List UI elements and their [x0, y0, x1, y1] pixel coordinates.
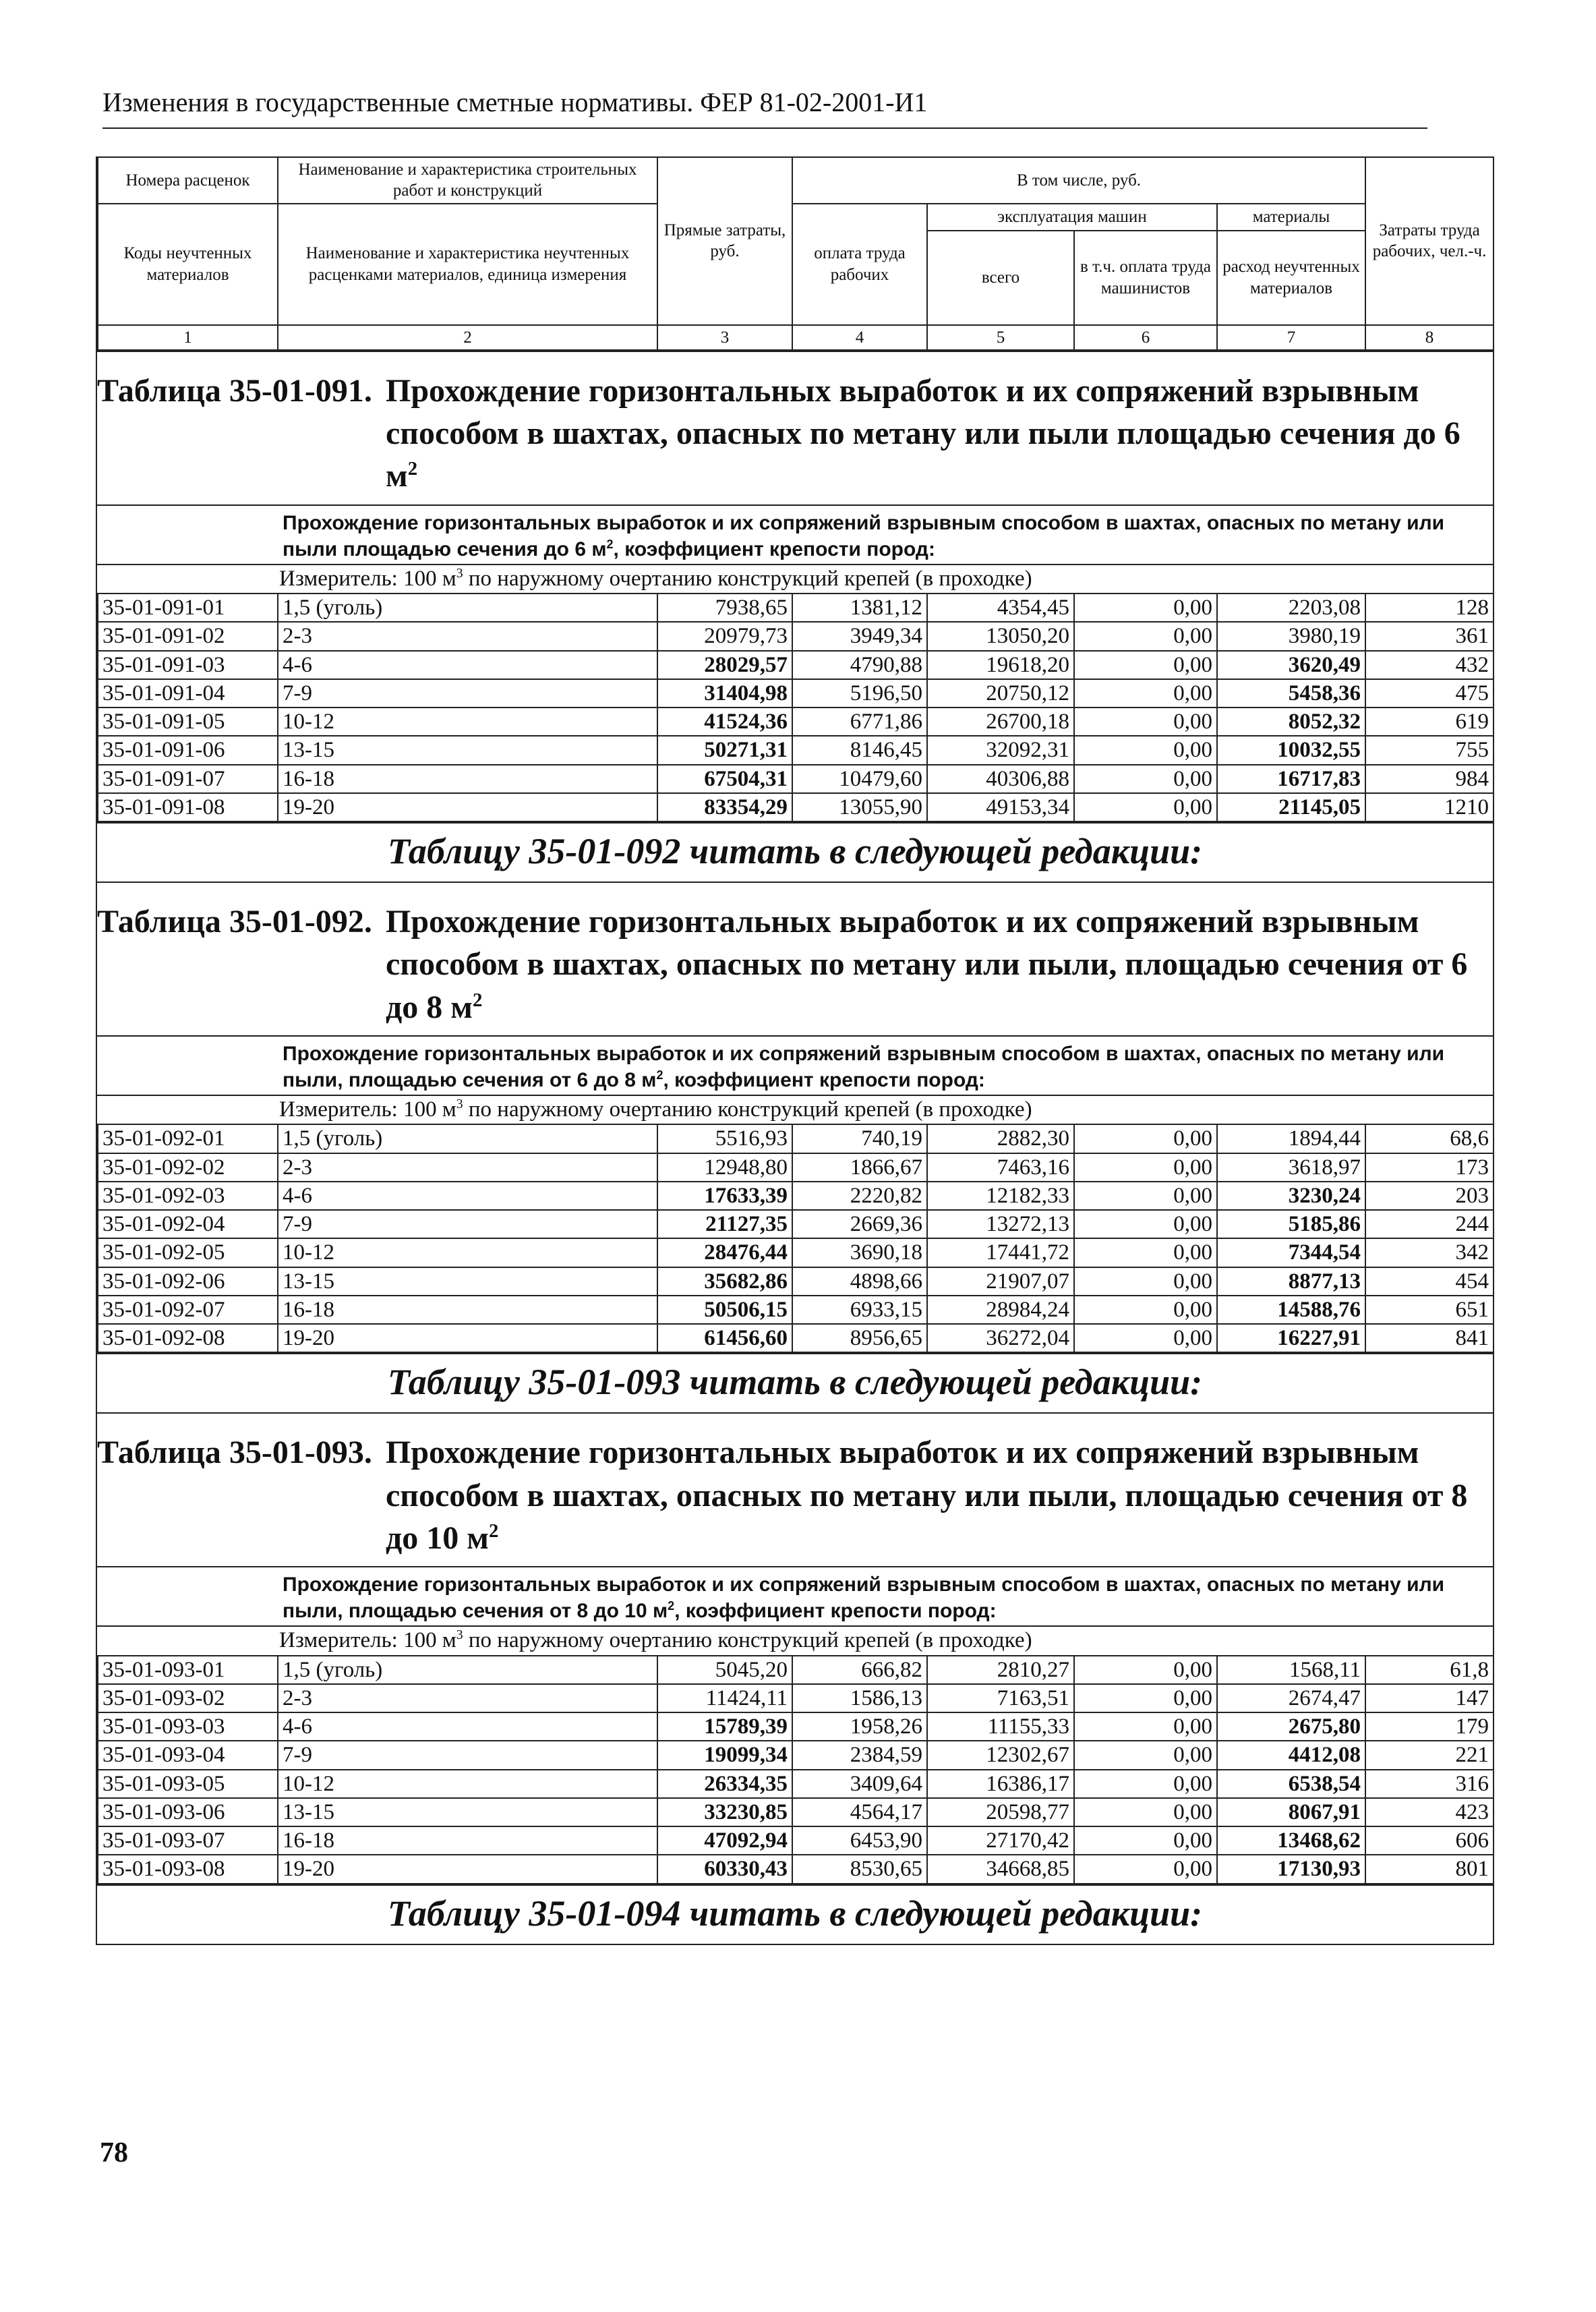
direct-cost-cell: 61456,60 — [657, 1324, 792, 1352]
machinist-pay-cell: 0,00 — [1074, 1153, 1217, 1182]
table-section — [97, 882, 1493, 1412]
worker-pay-cell: 666,82 — [792, 1656, 927, 1684]
column-number-row — [98, 325, 1494, 350]
machinist-pay-cell: 0,00 — [1074, 1826, 1217, 1855]
section-title — [97, 366, 1493, 504]
table-row — [98, 1798, 1494, 1826]
redaction-note: Таблицу 35-01-092 читать в следующей редакции: — [97, 822, 1493, 882]
worker-pay-cell: 1958,26 — [792, 1712, 927, 1741]
rate-code-cell: 35-01-092-06 — [98, 1267, 278, 1296]
worker-pay-cell: 2669,36 — [792, 1210, 927, 1238]
table-row — [98, 736, 1494, 764]
table-number: Таблица 35-01-093. — [97, 1435, 372, 1471]
labor-hours-cell: 755 — [1365, 736, 1494, 764]
machine-cost-cell: 20598,77 — [927, 1798, 1074, 1826]
labor-hours-cell: 203 — [1365, 1182, 1494, 1210]
section-spacer — [97, 1414, 1493, 1427]
machinist-pay-cell: 0,00 — [1074, 1855, 1217, 1883]
col-header-labor-hours: Затраты труда рабочих, чел.-ч. — [1365, 157, 1494, 325]
machine-cost-cell: 19618,20 — [927, 651, 1074, 679]
rate-code-cell: 35-01-092-08 — [98, 1324, 278, 1352]
direct-cost-cell: 12948,80 — [657, 1153, 792, 1182]
machine-cost-cell: 12182,33 — [927, 1182, 1074, 1210]
worker-pay-cell: 3949,34 — [792, 622, 927, 650]
rate-code-cell: 35-01-091-08 — [98, 793, 278, 821]
table-title — [386, 1431, 1489, 1559]
material-cost-cell: 14588,76 — [1217, 1296, 1365, 1324]
direct-cost-cell: 33230,85 — [657, 1798, 792, 1826]
description-end: , коэффициент крепости пород: — [674, 1600, 997, 1623]
labor-hours-cell: 221 — [1365, 1741, 1494, 1769]
description-end: , коэффициент крепости пород: — [613, 538, 935, 560]
material-cost-cell: 7344,54 — [1217, 1238, 1365, 1267]
rate-code-cell: 35-01-092-03 — [98, 1182, 278, 1210]
material-cost-cell: 10032,55 — [1217, 736, 1365, 764]
material-cost-cell: 2675,80 — [1217, 1712, 1365, 1741]
table-description — [97, 504, 1493, 564]
table-row — [98, 1267, 1494, 1296]
labor-hours-cell: 475 — [1365, 679, 1494, 707]
unit-prefix: Измеритель: 100 м — [279, 1628, 456, 1653]
worker-pay-cell: 1866,67 — [792, 1153, 927, 1182]
work-class-cell: 16-18 — [278, 1826, 657, 1855]
labor-hours-cell: 316 — [1365, 1770, 1494, 1798]
rate-code-cell: 35-01-093-04 — [98, 1741, 278, 1769]
description-superscript: 2 — [656, 1068, 663, 1082]
col-header-machinist-pay: в т.ч. оплата труда машинистов — [1074, 231, 1217, 325]
rate-code-cell: 35-01-091-04 — [98, 679, 278, 707]
material-cost-cell: 4412,08 — [1217, 1741, 1365, 1769]
section-spacer — [97, 352, 1493, 366]
table-row — [98, 622, 1494, 650]
col-header-direct-costs: Прямые затраты, руб. — [657, 157, 792, 325]
worker-pay-cell: 5196,50 — [792, 679, 927, 707]
col-number: 3 — [657, 325, 792, 350]
machine-cost-cell: 7163,51 — [927, 1684, 1074, 1712]
table-title-text: Прохождение горизонтальных выработок и их сопряжений взрывным способом в шахтах, опасных по метану или пыли площадью сечения до 6 м — [386, 372, 1460, 494]
worker-pay-cell: 2220,82 — [792, 1182, 927, 1210]
rate-code-cell: 35-01-093-05 — [98, 1770, 278, 1798]
direct-cost-cell: 83354,29 — [657, 793, 792, 821]
worker-pay-cell: 3690,18 — [792, 1238, 927, 1267]
direct-cost-cell: 47092,94 — [657, 1826, 792, 1855]
col-number: 7 — [1217, 325, 1365, 350]
work-class-cell: 7-9 — [278, 1210, 657, 1238]
labor-hours-cell: 173 — [1365, 1153, 1494, 1182]
work-class-cell: 1,5 (уголь) — [278, 594, 657, 622]
rate-code-cell: 35-01-093-07 — [98, 1826, 278, 1855]
direct-cost-cell: 5516,93 — [657, 1124, 792, 1153]
labor-hours-cell: 606 — [1365, 1826, 1494, 1855]
table-row — [98, 1826, 1494, 1855]
machine-cost-cell: 26700,18 — [927, 707, 1074, 736]
machine-cost-cell: 17441,72 — [927, 1238, 1074, 1267]
description-superscript: 2 — [606, 537, 614, 551]
table-title — [386, 900, 1489, 1029]
col-header-material-codes: Коды неучтенных материалов — [98, 204, 278, 325]
machine-cost-cell: 12302,67 — [927, 1741, 1074, 1769]
direct-cost-cell: 7938,65 — [657, 594, 792, 622]
material-cost-cell: 6538,54 — [1217, 1770, 1365, 1798]
col-header-materials: материалы — [1217, 204, 1365, 231]
rate-code-cell: 35-01-092-04 — [98, 1210, 278, 1238]
running-header: Изменения в государственные сметные нормативы. ФЕР 81-02-2001-И1 — [102, 86, 1427, 129]
description-superscript: 2 — [668, 1599, 675, 1613]
direct-cost-cell: 60330,43 — [657, 1855, 792, 1883]
material-cost-cell: 8877,13 — [1217, 1267, 1365, 1296]
work-class-cell: 2-3 — [278, 1153, 657, 1182]
table-row — [98, 1210, 1494, 1238]
labor-hours-cell: 68,6 — [1365, 1124, 1494, 1153]
machinist-pay-cell: 0,00 — [1074, 1798, 1217, 1826]
material-cost-cell: 3230,24 — [1217, 1182, 1365, 1210]
material-cost-cell: 8067,91 — [1217, 1798, 1365, 1826]
machine-cost-cell: 28984,24 — [927, 1296, 1074, 1324]
machinist-pay-cell: 0,00 — [1074, 736, 1217, 764]
unit-of-measure — [97, 1095, 1493, 1124]
work-class-cell: 4-6 — [278, 651, 657, 679]
machinist-pay-cell: 0,00 — [1074, 1656, 1217, 1684]
material-cost-cell: 8052,32 — [1217, 707, 1365, 736]
machinist-pay-cell: 0,00 — [1074, 594, 1217, 622]
table-row — [98, 1712, 1494, 1741]
machinist-pay-cell: 0,00 — [1074, 1741, 1217, 1769]
labor-hours-cell: 61,8 — [1365, 1656, 1494, 1684]
work-class-cell: 2-3 — [278, 1684, 657, 1712]
title-superscript: 2 — [472, 989, 483, 1011]
table-row — [98, 707, 1494, 736]
column-header-table — [97, 156, 1494, 351]
redaction-note: Таблицу 35-01-093 читать в следующей редакции: — [97, 1353, 1493, 1412]
rate-code-cell: 35-01-091-03 — [98, 651, 278, 679]
material-cost-cell: 17130,93 — [1217, 1855, 1365, 1883]
unit-superscript: 3 — [456, 565, 463, 581]
labor-hours-cell: 841 — [1365, 1324, 1494, 1352]
table-row — [98, 1855, 1494, 1883]
machinist-pay-cell: 0,00 — [1074, 1324, 1217, 1352]
material-cost-cell: 2203,08 — [1217, 594, 1365, 622]
rate-code-cell: 35-01-092-05 — [98, 1238, 278, 1267]
machine-cost-cell: 21907,07 — [927, 1267, 1074, 1296]
machine-cost-cell: 27170,42 — [927, 1826, 1074, 1855]
rates-table — [97, 593, 1494, 822]
machine-cost-cell: 34668,85 — [927, 1855, 1074, 1883]
labor-hours-cell: 342 — [1365, 1238, 1494, 1267]
direct-cost-cell: 11424,11 — [657, 1684, 792, 1712]
col-header-work-name: Наименование и характеристика строительных работ и конструкций — [278, 157, 657, 204]
unit-superscript: 3 — [456, 1627, 463, 1643]
table-row — [98, 679, 1494, 707]
page-number: 78 — [100, 2137, 128, 2168]
unit-suffix: по наружному очертанию конструкций крепей (в проходке) — [463, 1628, 1032, 1653]
table-row — [98, 1182, 1494, 1210]
machine-cost-cell: 13272,13 — [927, 1210, 1074, 1238]
redaction-note: Таблицу 35-01-094 читать в следующей редакции: — [97, 1884, 1493, 1944]
work-class-cell: 1,5 (уголь) — [278, 1656, 657, 1684]
material-cost-cell: 13468,62 — [1217, 1826, 1365, 1855]
description-text: Прохождение горизонтальных выработок и их сопряжений взрывным способом в шахтах, опасных по метану или пыли, площадью сечения от 6 до 8 м — [283, 1043, 1445, 1092]
machine-cost-cell: 2882,30 — [927, 1124, 1074, 1153]
unit-of-measure — [97, 1625, 1493, 1654]
direct-cost-cell: 26334,35 — [657, 1770, 792, 1798]
labor-hours-cell: 361 — [1365, 622, 1494, 650]
rates-table — [97, 1655, 1494, 1884]
direct-cost-cell: 20979,73 — [657, 622, 792, 650]
worker-pay-cell: 8530,65 — [792, 1855, 927, 1883]
table-row — [98, 1324, 1494, 1352]
machinist-pay-cell: 0,00 — [1074, 1267, 1217, 1296]
rate-code-cell: 35-01-093-02 — [98, 1684, 278, 1712]
machinist-pay-cell: 0,00 — [1074, 1182, 1217, 1210]
material-cost-cell: 3618,97 — [1217, 1153, 1365, 1182]
work-class-cell: 16-18 — [278, 765, 657, 793]
direct-cost-cell: 50271,31 — [657, 736, 792, 764]
rate-code-cell: 35-01-091-07 — [98, 765, 278, 793]
worker-pay-cell: 4898,66 — [792, 1267, 927, 1296]
table-number: Таблица 35-01-092. — [97, 904, 372, 940]
direct-cost-cell: 19099,34 — [657, 1741, 792, 1769]
machine-cost-cell: 16386,17 — [927, 1770, 1074, 1798]
table-title — [386, 370, 1489, 498]
direct-cost-cell: 17633,39 — [657, 1182, 792, 1210]
table-section — [97, 351, 1493, 882]
table-row — [98, 594, 1494, 622]
col-header-material-name: Наименование и характеристика неучтенных расценками материалов, единица измерения — [278, 204, 657, 325]
machinist-pay-cell: 0,00 — [1074, 793, 1217, 821]
worker-pay-cell: 3409,64 — [792, 1770, 927, 1798]
work-class-cell: 4-6 — [278, 1182, 657, 1210]
machine-cost-cell: 11155,33 — [927, 1712, 1074, 1741]
material-cost-cell: 5185,86 — [1217, 1210, 1365, 1238]
material-cost-cell: 1894,44 — [1217, 1124, 1365, 1153]
table-row — [98, 1741, 1494, 1769]
col-header-rate-number: Номера расценок — [98, 157, 278, 204]
rate-code-cell: 35-01-093-01 — [98, 1656, 278, 1684]
direct-cost-cell: 21127,35 — [657, 1210, 792, 1238]
machine-cost-cell: 49153,34 — [927, 793, 1074, 821]
machinist-pay-cell: 0,00 — [1074, 679, 1217, 707]
table-row — [98, 1684, 1494, 1712]
work-class-cell: 19-20 — [278, 1855, 657, 1883]
direct-cost-cell: 35682,86 — [657, 1267, 792, 1296]
material-cost-cell: 1568,11 — [1217, 1656, 1365, 1684]
rate-code-cell: 35-01-091-05 — [98, 707, 278, 736]
machinist-pay-cell: 0,00 — [1074, 1124, 1217, 1153]
col-header-group: В том числе, руб. — [792, 157, 1365, 204]
rate-code-cell: 35-01-092-07 — [98, 1296, 278, 1324]
machinist-pay-cell: 0,00 — [1074, 1684, 1217, 1712]
work-class-cell: 2-3 — [278, 622, 657, 650]
machinist-pay-cell: 0,00 — [1074, 1712, 1217, 1741]
work-class-cell: 13-15 — [278, 1267, 657, 1296]
machine-cost-cell: 2810,27 — [927, 1656, 1074, 1684]
table-row — [98, 793, 1494, 821]
table-row — [98, 1238, 1494, 1267]
table-title-text: Прохождение горизонтальных выработок и их сопряжений взрывным способом в шахтах, опасных по метану или пыли, площадью сечения от 6 до 8 м — [386, 904, 1468, 1025]
material-cost-cell: 2674,47 — [1217, 1684, 1365, 1712]
col-number: 4 — [792, 325, 927, 350]
col-number: 1 — [98, 325, 278, 350]
unit-of-measure — [97, 564, 1493, 593]
machinist-pay-cell: 0,00 — [1074, 1770, 1217, 1798]
labor-hours-cell: 432 — [1365, 651, 1494, 679]
material-cost-cell: 16717,83 — [1217, 765, 1365, 793]
work-class-cell: 13-15 — [278, 736, 657, 764]
norms-document — [96, 156, 1494, 1945]
direct-cost-cell: 67504,31 — [657, 765, 792, 793]
col-header-machines: эксплуатация машин — [927, 204, 1217, 231]
rate-code-cell: 35-01-092-01 — [98, 1124, 278, 1153]
machine-cost-cell: 4354,45 — [927, 594, 1074, 622]
work-class-cell: 19-20 — [278, 1324, 657, 1352]
labor-hours-cell: 128 — [1365, 594, 1494, 622]
worker-pay-cell: 13055,90 — [792, 793, 927, 821]
rate-code-cell: 35-01-091-06 — [98, 736, 278, 764]
material-cost-cell: 21145,05 — [1217, 793, 1365, 821]
description-text: Прохождение горизонтальных выработок и их сопряжений взрывным способом в шахтах, опасных по метану или пыли, площадью сечения от 8 до 10 м — [283, 1573, 1445, 1623]
direct-cost-cell: 31404,98 — [657, 679, 792, 707]
labor-hours-cell: 147 — [1365, 1684, 1494, 1712]
unit-suffix: по наружному очертанию конструкций крепей (в проходке) — [463, 1097, 1032, 1122]
material-cost-cell: 3620,49 — [1217, 651, 1365, 679]
machine-cost-cell: 36272,04 — [927, 1324, 1074, 1352]
col-header-worker-pay: оплата труда рабочих — [792, 204, 927, 325]
direct-cost-cell: 5045,20 — [657, 1656, 792, 1684]
worker-pay-cell: 8146,45 — [792, 736, 927, 764]
labor-hours-cell: 1210 — [1365, 793, 1494, 821]
work-class-cell: 10-12 — [278, 707, 657, 736]
machine-cost-cell: 7463,16 — [927, 1153, 1074, 1182]
rate-code-cell: 35-01-092-02 — [98, 1153, 278, 1182]
col-number: 8 — [1365, 325, 1494, 350]
machine-cost-cell: 32092,31 — [927, 736, 1074, 764]
machinist-pay-cell: 0,00 — [1074, 707, 1217, 736]
work-class-cell: 7-9 — [278, 1741, 657, 1769]
table-row — [98, 1296, 1494, 1324]
worker-pay-cell: 8956,65 — [792, 1324, 927, 1352]
unit-superscript: 3 — [456, 1097, 463, 1112]
work-class-cell: 4-6 — [278, 1712, 657, 1741]
rate-code-cell: 35-01-093-06 — [98, 1798, 278, 1826]
machinist-pay-cell: 0,00 — [1074, 1296, 1217, 1324]
work-class-cell: 1,5 (уголь) — [278, 1124, 657, 1153]
machinist-pay-cell: 0,00 — [1074, 1210, 1217, 1238]
direct-cost-cell: 28029,57 — [657, 651, 792, 679]
worker-pay-cell: 6933,15 — [792, 1296, 927, 1324]
material-cost-cell: 3980,19 — [1217, 622, 1365, 650]
worker-pay-cell: 10479,60 — [792, 765, 927, 793]
work-class-cell: 10-12 — [278, 1238, 657, 1267]
unit-suffix: по наружному очертанию конструкций крепей (в проходке) — [463, 566, 1032, 591]
labor-hours-cell: 801 — [1365, 1855, 1494, 1883]
work-class-cell: 10-12 — [278, 1770, 657, 1798]
worker-pay-cell: 1586,13 — [792, 1684, 927, 1712]
direct-cost-cell: 41524,36 — [657, 707, 792, 736]
worker-pay-cell: 4564,17 — [792, 1798, 927, 1826]
machine-cost-cell: 40306,88 — [927, 765, 1074, 793]
table-row — [98, 1153, 1494, 1182]
description-end: , коэффициент крепости пород: — [663, 1069, 985, 1092]
labor-hours-cell: 619 — [1365, 707, 1494, 736]
sections-container — [97, 351, 1493, 1944]
col-number: 5 — [927, 325, 1074, 350]
machinist-pay-cell: 0,00 — [1074, 765, 1217, 793]
table-row — [98, 1124, 1494, 1153]
table-section — [97, 1412, 1493, 1943]
labor-hours-cell: 984 — [1365, 765, 1494, 793]
col-number: 2 — [278, 325, 657, 350]
labor-hours-cell: 244 — [1365, 1210, 1494, 1238]
table-title-text: Прохождение горизонтальных выработок и их сопряжений взрывным способом в шахтах, опасных по метану или пыли, площадью сечения от 8 до 10 м — [386, 1435, 1468, 1557]
machine-cost-cell: 13050,20 — [927, 622, 1074, 650]
title-superscript: 2 — [407, 458, 418, 480]
machinist-pay-cell: 0,00 — [1074, 1238, 1217, 1267]
table-row — [98, 651, 1494, 679]
col-header-machines-total: всего — [927, 231, 1074, 325]
rate-code-cell: 35-01-091-02 — [98, 622, 278, 650]
title-superscript: 2 — [488, 1520, 499, 1542]
machinist-pay-cell: 0,00 — [1074, 622, 1217, 650]
machine-cost-cell: 20750,12 — [927, 679, 1074, 707]
work-class-cell: 16-18 — [278, 1296, 657, 1324]
description-text: Прохождение горизонтальных выработок и их сопряжений взрывным способом в шахтах, опасных по метану или пыли площадью сечения до 6 м — [283, 511, 1445, 560]
worker-pay-cell: 6453,90 — [792, 1826, 927, 1855]
unit-prefix: Измеритель: 100 м — [279, 566, 456, 591]
col-number: 6 — [1074, 325, 1217, 350]
unit-prefix: Измеритель: 100 м — [279, 1097, 456, 1122]
rate-code-cell: 35-01-093-03 — [98, 1712, 278, 1741]
work-class-cell: 13-15 — [278, 1798, 657, 1826]
worker-pay-cell: 4790,88 — [792, 651, 927, 679]
direct-cost-cell: 50506,15 — [657, 1296, 792, 1324]
worker-pay-cell: 2384,59 — [792, 1741, 927, 1769]
rate-code-cell: 35-01-093-08 — [98, 1855, 278, 1883]
col-header-material-use: расход неучтенных материалов — [1217, 231, 1365, 325]
section-title — [97, 1427, 1493, 1566]
worker-pay-cell: 740,19 — [792, 1124, 927, 1153]
labor-hours-cell: 423 — [1365, 1798, 1494, 1826]
table-description — [97, 1035, 1493, 1095]
worker-pay-cell: 6771,86 — [792, 707, 927, 736]
rates-table — [97, 1124, 1494, 1353]
table-row — [98, 765, 1494, 793]
direct-cost-cell: 15789,39 — [657, 1712, 792, 1741]
section-title — [97, 896, 1493, 1035]
rate-code-cell: 35-01-091-01 — [98, 594, 278, 622]
work-class-cell: 19-20 — [278, 793, 657, 821]
table-description — [97, 1566, 1493, 1625]
labor-hours-cell: 651 — [1365, 1296, 1494, 1324]
labor-hours-cell: 179 — [1365, 1712, 1494, 1741]
table-row — [98, 1770, 1494, 1798]
table-row — [98, 1656, 1494, 1684]
material-cost-cell: 5458,36 — [1217, 679, 1365, 707]
direct-cost-cell: 28476,44 — [657, 1238, 792, 1267]
worker-pay-cell: 1381,12 — [792, 594, 927, 622]
labor-hours-cell: 454 — [1365, 1267, 1494, 1296]
work-class-cell: 7-9 — [278, 679, 657, 707]
material-cost-cell: 16227,91 — [1217, 1324, 1365, 1352]
table-number: Таблица 35-01-091. — [97, 372, 372, 409]
machinist-pay-cell: 0,00 — [1074, 651, 1217, 679]
section-spacer — [97, 883, 1493, 896]
